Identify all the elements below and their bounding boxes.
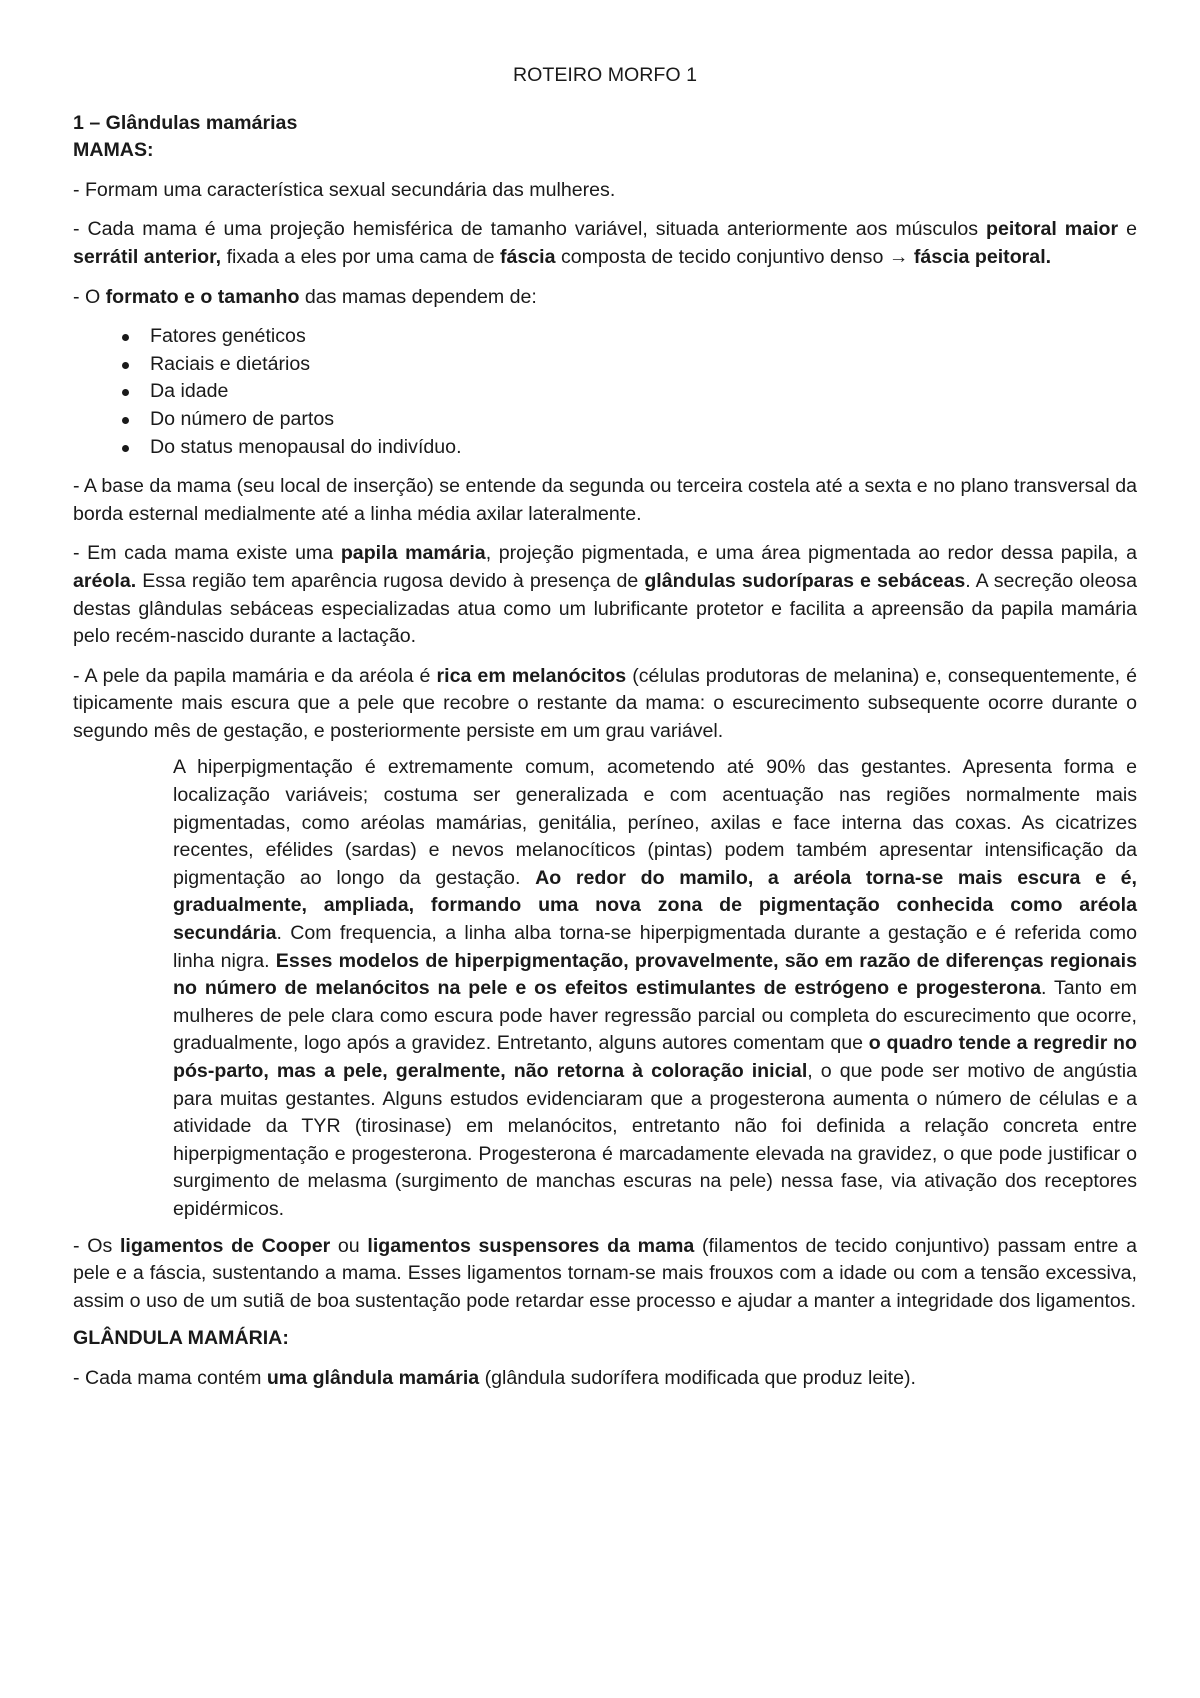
paragraph-formato (73, 284, 1137, 312)
text: - Os (73, 1234, 120, 1257)
factors-list (73, 323, 1137, 461)
text: - O (73, 285, 106, 308)
paragraph-base-mama: - A base da mama (seu local de inserção) se entende da segunda ou terceira costela até a sexta e no plano transversal da borda esternal medialmente até a linha média axilar lateralmente. (73, 475, 1137, 525)
text: . A secreção oleosa destas glândulas sebáceas especializadas atua como um lubrificante protetor e facilita a apreensão da papila mamária pelo recém-nascido durante a lactação. (73, 569, 1137, 648)
text: . Com frequencia, a linha alba torna-se hiperpigmentada durante a gestação e é referida como linha nigra. (173, 922, 1137, 972)
paragraph-glandula (73, 1365, 1137, 1393)
text: composta de tecido conjuntivo denso (555, 245, 889, 268)
text: - Cada mama é uma projeção hemisférica de tamanho variável, situada anteriormente aos músculos (73, 218, 987, 241)
bold-term: Ao redor do mamilo, a aréola torna-se mais escura e é, gradualmente, ampliada, formando uma nova zona de pigmentação conhecida como aréola secundária (173, 866, 1137, 945)
bold-term: Esses modelos de hiperpigmentação, provavelmente, são em razão de diferenças regionais no número de melanócitos na pele e os efeitos estimulantes de estrógeno e progesterona (173, 949, 1137, 1000)
text: . Tanto em mulheres de pele clara como escura pode haver regressão parcial ou completa do escurecimento que ocorre, gradualmente, logo após a gravidez. Entretanto, alguns autores comentam que (173, 977, 1137, 1055)
mamas-heading: MAMAS: (73, 139, 154, 162)
document-page (73, 62, 1137, 1402)
list-item: Fatores genéticos (150, 323, 1137, 351)
paragraph-projecao (73, 216, 1137, 271)
bold-term: ligamentos suspensores da mama (367, 1234, 695, 1257)
bold-term: aréola. (73, 569, 137, 592)
list-item: Do status menopausal do indivíduo. (150, 434, 1137, 462)
arrow-icon: → (888, 245, 909, 268)
bold-term: fáscia (499, 245, 556, 268)
bold-term: rica em melanócitos (436, 664, 627, 687)
bold-term: papila mamária (340, 542, 486, 565)
bold-term: formato e o tamanho (105, 285, 300, 308)
text: e (1118, 218, 1137, 241)
text: A hiperpigmentação é extremamente comum, acometendo até 90% das gestantes. Apresenta forma e localização variáveis; costuma ser generalizada e com acentuação nas regiões normalmente mais pigmentadas, como aréolas mamárias, genitália, períneo, axilas e face interna das coxas. As cicatrizes recentes, efélides (sardas) e nevos melanocíticos (pintas) podem também apresentar intensificação da pigmentação ao longo da gestação. (173, 756, 1137, 889)
text: ou (330, 1234, 368, 1257)
text: - A pele da papila mamária e da aréola é (73, 664, 437, 687)
bold-term: peitoral maior (986, 218, 1119, 241)
text: (filamentos de tecido conjuntivo) passam entre a pele e a fáscia, sustentando a mama. Esses ligamentos tornam-se mais frouxos com a idade ou com a tensão excessiva, assim o uso de um sutiã de boa sustentação pode retardar esse processo e ajudar a manter a integridade dos ligamentos. (73, 1234, 1137, 1312)
bold-term: uma glândula mamária (266, 1366, 480, 1389)
bold-term: glândulas sudoríparas e sebáceas (644, 569, 966, 592)
bold-term: fáscia peitoral. (913, 245, 1052, 268)
paragraph-ligamentos (73, 1233, 1137, 1316)
list-item: Do número de partos (150, 406, 1137, 434)
paragraph-papila (73, 540, 1137, 650)
text: fixada a eles por uma cama de (221, 245, 500, 268)
list-item: Da idade (150, 378, 1137, 406)
text: Essa região tem aparência rugosa devido à presença de (136, 569, 645, 592)
paragraph-melanocitos (73, 663, 1137, 746)
bold-term: serrátil anterior, (73, 245, 222, 268)
paragraph-caracteristica: - Formam uma característica sexual secundária das mulheres. (73, 178, 616, 201)
text: (células produtoras de melanina) e, consequentemente, é tipicamente mais escura que a pele que recobre o restante da mama: o escurecimento subsequente ocorre durante o segundo mês de gestação, e posteriormente persiste em um grau variável. (73, 664, 1137, 742)
list-item: Raciais e dietários (150, 351, 1137, 379)
text: das mamas dependem de: (299, 285, 537, 308)
gland-heading: GLÂNDULA MAMÁRIA: (73, 1327, 289, 1350)
text: - Em cada mama existe uma (73, 542, 341, 565)
bold-term: ligamentos de Cooper (119, 1234, 331, 1257)
document-title: ROTEIRO MORFO 1 (513, 64, 697, 86)
section-heading-glandulas: 1 – Glândulas mamárias (73, 111, 298, 134)
text: , projeção pigmentada, e uma área pigmentada ao redor dessa papila, a (485, 542, 1137, 565)
bold-term: o quadro tende a regredir no pós-parto, mas a pele, geralmente, não retorna à coloração inicial (173, 1032, 1137, 1082)
text: (glândula sudorífera modificada que produz leite). (479, 1366, 916, 1389)
text: - Cada mama contém (73, 1366, 267, 1389)
text: , o que pode ser motivo de angústia para muitas gestantes. Alguns estudos evidenciaram que a progesterona aumenta o número de células e a atividade da TYR (tirosinase) em melanócitos, entretanto não foi definida a relação concreta entre hiperpigmentação e progesterona. Progesterona é marcadamente elevada na gravidez, o que pode justificar o surgimento de melasma (surgimento de manchas escuras na pele) nessa fase, via ativação dos receptores epidérmicos. (173, 1060, 1138, 1220)
quote-hiperpigmentacao (173, 754, 1137, 1223)
